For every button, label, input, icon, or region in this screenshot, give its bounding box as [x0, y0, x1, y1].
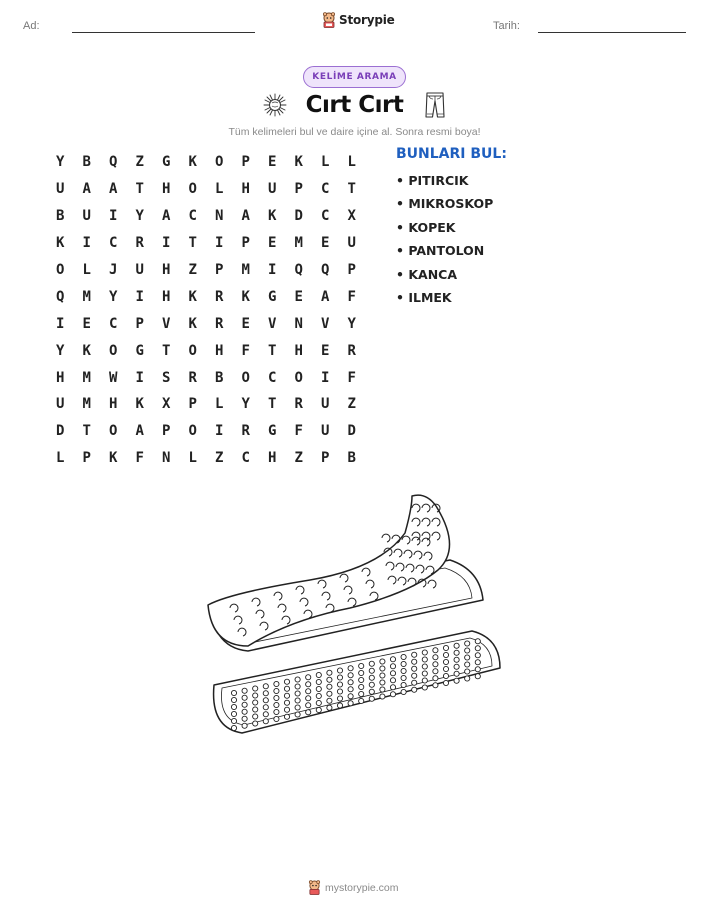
page-title: Cırt Cırt [305, 92, 404, 118]
grid-letter[interactable]: F [241, 342, 250, 359]
grid-letter[interactable]: H [56, 369, 65, 386]
word-item: • PANTOLON [396, 243, 485, 259]
grid-letter[interactable]: I [82, 235, 91, 252]
grid-letter[interactable]: O [294, 369, 303, 386]
grid-letter[interactable]: K [294, 154, 303, 171]
grid-letter[interactable]: A [109, 181, 118, 198]
grid-letter[interactable]: U [135, 262, 144, 278]
storypie-logo [322, 12, 395, 28]
grid-letter[interactable]: P [241, 154, 250, 171]
grid-letter[interactable]: A [82, 181, 91, 198]
grid-letter[interactable]: U [321, 396, 330, 413]
name-label: Ad: [23, 20, 40, 32]
grid-letter[interactable]: K [188, 315, 197, 332]
grid-letter[interactable]: K [82, 342, 91, 359]
grid-letter[interactable]: C [321, 181, 330, 198]
grid-letter[interactable]: T [82, 423, 91, 440]
grid-letter[interactable]: P [321, 450, 330, 467]
word-item: • ILMEK [396, 289, 452, 305]
name-line [72, 32, 255, 33]
grid-letter[interactable]: I [135, 288, 144, 305]
grid-letter[interactable]: I [56, 315, 65, 332]
grid-letter[interactable]: L [56, 450, 65, 467]
grid-letter[interactable]: E [294, 288, 303, 305]
grid-letter[interactable]: H [215, 342, 224, 359]
grid-letter[interactable]: R [347, 342, 356, 359]
grid-letter[interactable]: E [82, 315, 91, 332]
grid-letter[interactable]: R [135, 235, 144, 252]
date-line [538, 32, 686, 33]
grid-letter[interactable]: P [215, 262, 224, 278]
grid-letter[interactable]: I [109, 208, 118, 225]
grid-letter[interactable]: L [82, 262, 91, 278]
grid-letter[interactable]: G [268, 423, 277, 440]
grid-letter[interactable]: H [241, 181, 250, 198]
grid-letter[interactable]: C [109, 315, 118, 332]
word-item: • KOPEK [396, 219, 456, 235]
grid-letter[interactable]: T [347, 181, 356, 198]
grid-letter[interactable]: B [215, 369, 224, 386]
grid-letter[interactable]: Y [241, 396, 250, 413]
grid-letter[interactable]: Y [56, 342, 65, 359]
grid-letter[interactable]: Y [109, 288, 118, 305]
brand-name: Storypie [339, 13, 395, 27]
grid-letter[interactable]: I [215, 423, 224, 440]
grid-letter[interactable]: C [188, 208, 197, 225]
grid-letter[interactable]: G [135, 342, 144, 359]
grid-letter[interactable]: L [188, 450, 197, 467]
grid-letter[interactable]: K [109, 450, 118, 467]
grid-letter[interactable]: F [294, 423, 303, 440]
grid-letter[interactable]: T [268, 342, 277, 359]
grid-letter[interactable]: I [215, 235, 224, 252]
grid-letter[interactable]: B [347, 450, 356, 467]
grid-letter[interactable]: T [162, 342, 171, 359]
grid-letter[interactable]: H [268, 450, 277, 467]
badge-text: KELİME ARAMA [312, 72, 397, 82]
grid-letter[interactable]: Y [135, 208, 144, 225]
grid-letter[interactable]: Z [135, 154, 144, 171]
grid-letter[interactable]: U [321, 423, 330, 440]
grid-letter[interactable]: C [321, 208, 330, 225]
grid-letter[interactable]: M [294, 235, 303, 252]
grid-letter[interactable]: D [294, 208, 303, 225]
grid-letter[interactable]: P [82, 450, 91, 467]
grid-letter[interactable]: H [294, 342, 303, 359]
grid-letter[interactable]: X [162, 396, 171, 413]
grid-letter[interactable]: G [162, 154, 171, 171]
grid-letter[interactable]: M [82, 288, 91, 305]
grid-letter[interactable]: E [268, 235, 277, 252]
grid-letter[interactable]: X [347, 208, 356, 225]
grid-letter[interactable]: Z [347, 396, 356, 413]
grid-letter[interactable]: V [321, 315, 330, 332]
grid-letter[interactable]: S [162, 369, 171, 386]
grid-letter[interactable]: O [241, 369, 250, 386]
grid-letter[interactable]: K [188, 288, 197, 305]
grid-letter[interactable]: Q [321, 262, 330, 278]
grid-letter[interactable]: Z [215, 450, 224, 467]
grid-letter[interactable]: U [268, 181, 277, 198]
grid-letter[interactable]: H [109, 396, 118, 413]
grid-letter[interactable]: O [109, 423, 118, 440]
grid-letter[interactable]: K [268, 208, 277, 225]
grid-letter[interactable]: Y [347, 315, 356, 332]
grid-letter[interactable]: Q [294, 262, 303, 278]
grid-letter[interactable]: Q [56, 288, 65, 305]
grid-letter[interactable]: I [135, 369, 144, 386]
grid-letter[interactable]: I [268, 262, 277, 278]
grid-letter[interactable]: F [347, 369, 356, 386]
storypie-mascot-icon [308, 880, 321, 895]
grid-letter[interactable]: C [241, 450, 250, 467]
grid-letter[interactable]: E [268, 154, 277, 171]
grid-letter[interactable]: C [268, 369, 277, 386]
grid-letter[interactable]: I [162, 235, 171, 252]
grid-letter[interactable]: Y [56, 154, 65, 171]
grid-letter[interactable]: L [321, 154, 330, 171]
pants-icon [423, 91, 447, 119]
grid-letter[interactable]: O [188, 423, 197, 440]
worksheet-type-badge [303, 66, 406, 88]
grid-letter[interactable]: Z [294, 450, 303, 467]
grid-letter[interactable]: L [215, 396, 224, 413]
grid-letter[interactable]: H [162, 262, 171, 278]
footer [308, 880, 399, 895]
grid-letter[interactable]: R [294, 396, 303, 413]
grid-letter[interactable]: G [268, 288, 277, 305]
grid-letter[interactable]: R [215, 315, 224, 332]
word-list-title: BUNLARI BUL: [396, 146, 507, 162]
grid-letter[interactable]: V [268, 315, 277, 332]
grid-letter[interactable]: F [347, 288, 356, 305]
grid-letter[interactable]: M [241, 262, 250, 278]
grid-letter[interactable]: K [56, 235, 65, 252]
grid-letter[interactable]: O [215, 154, 224, 171]
footer-url: mystorypie.com [325, 881, 399, 894]
grid-letter[interactable]: J [109, 262, 118, 278]
grid-letter[interactable]: R [241, 423, 250, 440]
grid-letter[interactable]: O [109, 342, 118, 359]
grid-letter[interactable]: P [162, 423, 171, 440]
storypie-mascot-icon [322, 12, 336, 28]
grid-letter[interactable]: K [135, 396, 144, 413]
grid-letter[interactable]: P [135, 315, 144, 332]
word-list [396, 173, 493, 313]
grid-letter[interactable]: H [162, 288, 171, 305]
grid-letter[interactable]: R [215, 288, 224, 305]
grid-letter[interactable]: V [162, 315, 171, 332]
grid-letter[interactable]: P [347, 262, 356, 278]
grid-letter[interactable]: B [82, 154, 91, 171]
grid-letter[interactable]: Z [188, 262, 197, 278]
grid-letter[interactable]: A [241, 208, 250, 225]
grid-letter[interactable]: U [56, 181, 65, 198]
grid-letter[interactable]: T [268, 396, 277, 413]
grid-letter[interactable]: U [347, 235, 356, 252]
grid-letter[interactable]: P [294, 181, 303, 198]
grid-letter[interactable]: A [162, 208, 171, 225]
grid-letter[interactable]: F [135, 450, 144, 467]
grid-letter[interactable]: E [321, 235, 330, 252]
grid-letter[interactable]: N [215, 208, 224, 225]
grid-letter[interactable]: D [347, 423, 356, 440]
grid-letter[interactable]: T [188, 235, 197, 252]
word-item: • MIKROSKOP [396, 196, 494, 212]
grid-letter[interactable]: K [188, 154, 197, 171]
grid-letter[interactable]: D [56, 423, 65, 440]
instructions: Tüm kelimeleri bul ve daire içine al. Sonra resmi boya! [228, 126, 481, 138]
grid-letter[interactable]: B [56, 208, 65, 225]
grid-letter[interactable]: Q [109, 154, 118, 171]
grid-letter[interactable]: W [109, 369, 118, 386]
grid-letter[interactable]: M [82, 369, 91, 386]
velcro-strips-illustration [200, 488, 512, 750]
grid-letter[interactable]: E [241, 315, 250, 332]
word-item: • PITIRCIK [396, 173, 469, 188]
grid-letter[interactable]: T [135, 181, 144, 198]
grid-letter[interactable]: I [321, 369, 330, 386]
grid-letter[interactable]: O [188, 181, 197, 198]
grid-letter[interactable]: U [82, 208, 91, 225]
grid-letter[interactable]: U [56, 396, 65, 413]
grid-letter[interactable]: O [188, 342, 197, 359]
grid-letter[interactable]: L [347, 154, 356, 171]
grid-letter[interactable]: N [294, 315, 303, 332]
burr-seed-icon [262, 92, 288, 118]
grid-letter[interactable]: M [82, 396, 91, 413]
grid-letter[interactable]: O [56, 262, 65, 278]
grid-letter[interactable]: P [241, 235, 250, 252]
word-item: • KANCA [396, 266, 458, 282]
grid-letter[interactable]: L [215, 181, 224, 198]
grid-letter[interactable]: A [321, 288, 330, 305]
grid-letter[interactable]: R [188, 369, 197, 386]
grid-letter[interactable]: A [135, 423, 144, 440]
grid-letter[interactable]: C [109, 235, 118, 252]
word-search-grid [47, 149, 365, 472]
grid-letter[interactable]: N [162, 450, 171, 467]
grid-letter[interactable]: H [162, 181, 171, 198]
grid-letter[interactable]: P [188, 396, 197, 413]
grid-letter[interactable]: K [241, 288, 250, 305]
date-label: Tarih: [493, 20, 520, 32]
grid-letter[interactable]: E [321, 342, 330, 359]
